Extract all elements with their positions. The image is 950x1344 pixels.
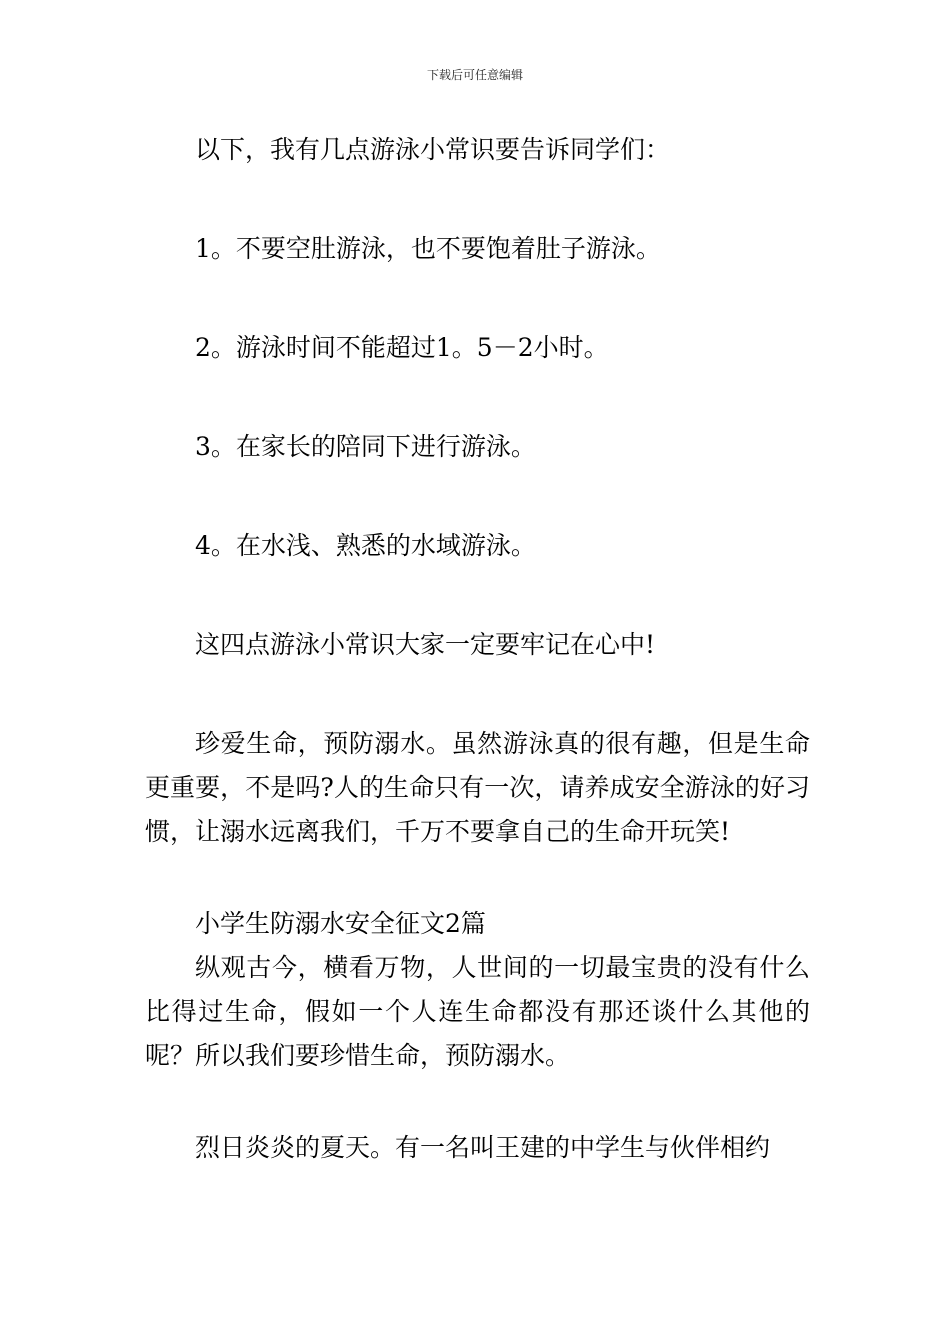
document-body <box>145 128 810 1170</box>
tip-2-paragraph: 2。游泳时间不能超过1。5－2小时。 <box>195 333 609 362</box>
tip-4-paragraph: 4。在水浅、熟悉的水域游泳。 <box>195 531 536 560</box>
page-header: 下载后可任意编辑 <box>426 68 523 82</box>
intro-paragraph: 以下，我有几点游泳小常识要告诉同学们： <box>195 135 671 164</box>
essay-paragraph-1: 纵观古今，横看万物，人世间的一切最宝贵的没有什么比得过生命，假如一个人连生命都没有那还谈什么其他的呢？所以我们要珍惜生命，预防溺水。 <box>145 953 810 1070</box>
essay-paragraph-2: 烈日炎炎的夏天。有一名叫王建的中学生与伙伴相约 <box>195 1133 771 1162</box>
cherish-life-paragraph: 珍爱生命，预防溺水。虽然游泳真的很有趣，但是生命更重要，不是吗?人的生命只有一次，请养成安全游泳的好习惯，让溺水远离我们，千万不要拿自己的生命开玩笑! <box>145 729 810 846</box>
tip-1-paragraph: 1。不要空肚游泳，也不要饱着肚子游泳。 <box>195 234 661 263</box>
tip-3-paragraph: 3。在家长的陪同下进行游泳。 <box>195 432 536 461</box>
reminder-paragraph: 这四点游泳小常识大家一定要牢记在心中! <box>195 630 656 659</box>
essay-title: 小学生防溺水安全征文2篇 <box>195 909 486 938</box>
